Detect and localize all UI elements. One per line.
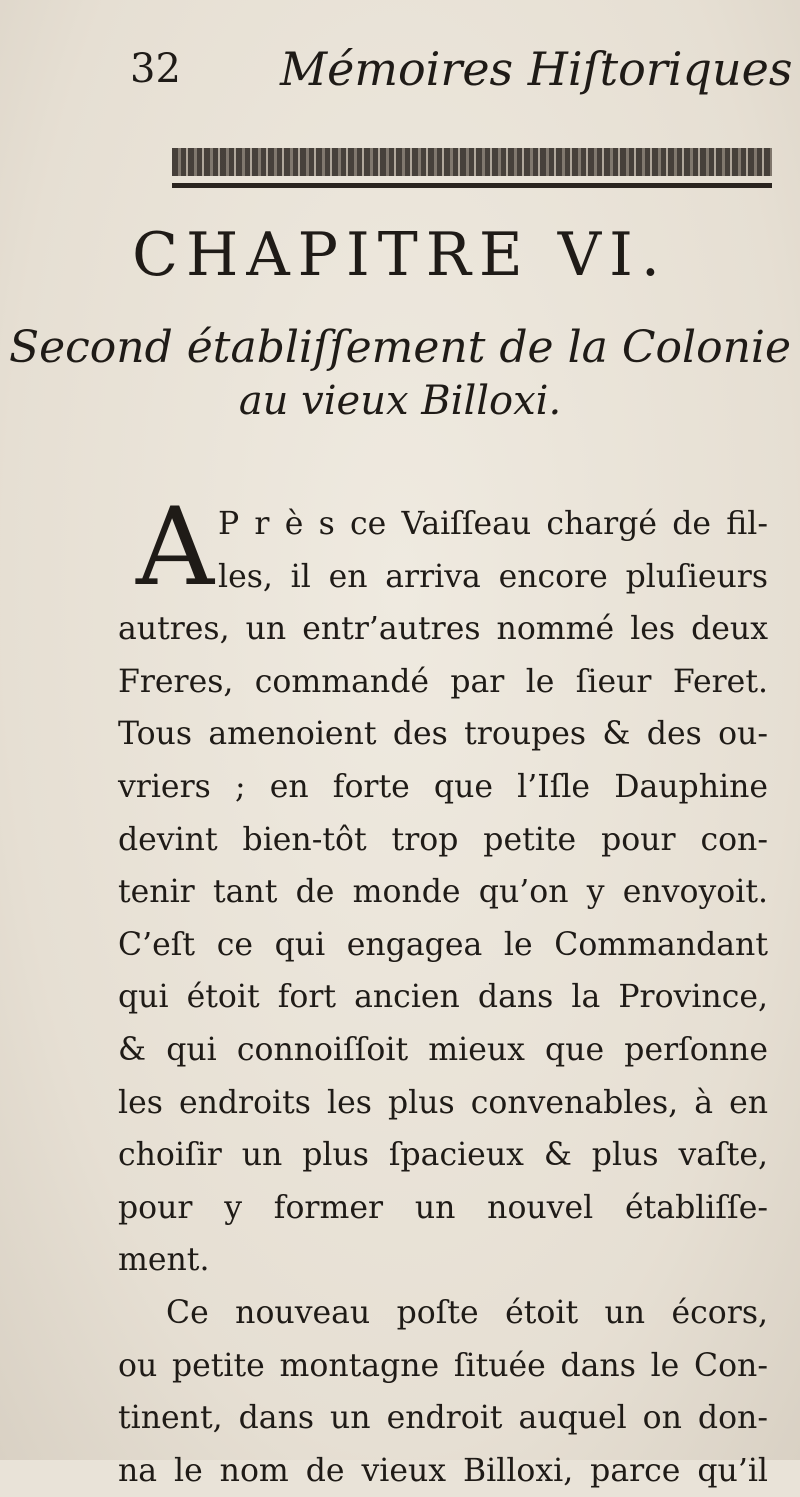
decorative-ornament-band — [172, 148, 772, 176]
horizontal-rule — [172, 183, 772, 188]
chapter-subtitle-line-1: Second établiſſement de la Colonie — [8, 322, 792, 373]
text-line: Freres, commandé par le ſieur Feret. — [118, 663, 768, 700]
text-line: C’eſt ce qui engagea le Commandant — [118, 926, 768, 963]
text-line: les endroits les plus convenables, à en — [118, 1084, 768, 1121]
page-number: 32 — [130, 46, 181, 92]
drop-cap: A — [136, 485, 214, 610]
text-line: & qui connoiſſoit mieux que perſonne — [118, 1031, 768, 1068]
running-head — [130, 42, 793, 102]
text-line: ou petite montagne ſituée dans le Con- — [118, 1347, 768, 1384]
body-text — [118, 485, 768, 1497]
text-line: na le nom de vieux Billoxi, parce qu’il — [118, 1452, 768, 1489]
text-line: ment. — [118, 1242, 210, 1279]
text-line: vriers ; en forte que l’Iſle Dauphine — [118, 768, 768, 805]
text-line: les, il en arriva encore pluſieurs — [218, 558, 768, 595]
running-title: Mémoires Hiſtoriques — [280, 42, 793, 96]
text-line: P r è s ce Vaiſſeau chargé de fil- — [218, 506, 768, 542]
chapter-heading: CHAPITRE VI. — [132, 220, 668, 290]
text-line: Tous amenoient des troupes & des ou- — [118, 716, 768, 753]
text-line: choiſir un plus ſpacieux & plus vaſte, — [118, 1137, 768, 1174]
text-line: devint bien-tôt trop petite pour con- — [118, 821, 768, 858]
text-line: pour y former un nouvel établiſſe- — [118, 1189, 768, 1226]
text-line: tenir tant de monde qu’on y envoyoit. — [118, 874, 768, 911]
text-line: qui étoit fort ancien dans la Province, — [118, 979, 768, 1016]
text-line: tinent, dans un endroit auquel on don- — [118, 1400, 768, 1437]
text-line: Ce nouveau poſte étoit un écors, — [166, 1294, 768, 1331]
text-line: autres, un entr’autres nommé les deux — [118, 611, 768, 648]
chapter-subtitle-line-2: au vieux Billoxi. — [238, 378, 562, 424]
